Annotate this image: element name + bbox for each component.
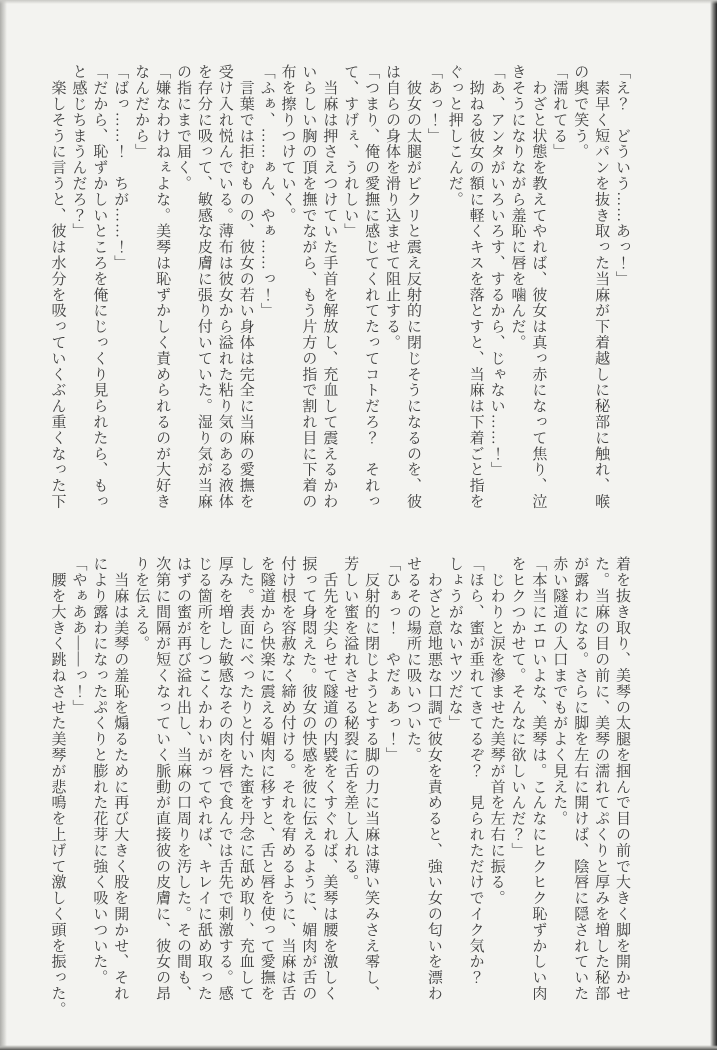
text-line: ぐっと押しこんだ。 <box>446 64 463 208</box>
scan-edge-bottom <box>0 1045 717 1050</box>
text-line: 「え？ どういう……あっ！」 <box>614 64 630 287</box>
text-line: 彼女の太腿がビクリと震え反射的に閉じそうになるのを、彼 <box>404 64 421 510</box>
scan-edge-left <box>0 0 7 1050</box>
text-line: を存分に吸って、敏感な皮膚に張り付いていた。湿り気が当麻 <box>195 64 212 510</box>
text-line: 赤い隧道の入口までもがよく見えた。 <box>551 556 568 827</box>
text-line: が露わになる。さらに脚を左右に開けば、陰唇に隠されていた <box>572 556 589 1002</box>
text-line: 舌先を尖らせて隧道の内襞をくすぐれば、美琴は腰を激しく <box>321 556 338 1002</box>
text-line: 「あっ！」 <box>425 64 442 144</box>
text-line: て、すげぇ、うれしい」 <box>342 64 359 239</box>
text-line: せるその場所に吸いついた。 <box>404 556 421 763</box>
text-line: の奥で笑う。 <box>572 64 589 160</box>
text-line: 厚みを増した敏感なその肉を唇で食んでは舌先で刺激する。感 <box>216 556 233 1002</box>
text-line: を隧道から快楽に震える媚肉に移すと、舌と唇を使って愛撫を <box>258 556 275 1002</box>
text-line: 言葉では拒むものの、彼女の若い身体は完全に当麻の愛撫を <box>237 64 254 510</box>
text-line: 「濡れてる」 <box>551 64 568 160</box>
text-line: きそうになりながら羞恥に唇を噛んだ。 <box>509 64 526 351</box>
text-line: 反射的に閉じようとする脚の力に当麻は薄い笑みさえ零し、 <box>363 556 380 1002</box>
text-line: は自らの身体を滑り込ませて阻止する。 <box>384 64 401 351</box>
text-line: 「だから、恥ずかしいところを俺にじっくり見られたら、もっ <box>91 64 108 510</box>
text-line: なんだから」 <box>133 64 150 160</box>
text-line: わざと状態を教えてやれば、彼女は真っ赤になって焦り、泣 <box>530 64 547 510</box>
text-line: 「ほら、蜜が垂れてきてるぞ？ 見られただけでイク気か？ <box>467 556 484 986</box>
text-line: 当麻は美琴の羞恥を煽るために再び大きく股を開かせ、それ <box>112 556 129 1002</box>
text-line: 当麻は押さえつけていた手首を解放し、充血して震えるかわ <box>321 64 338 510</box>
text-line: 布を擦りつけていく。 <box>279 64 296 223</box>
text-line: 「あ、アンタがいろいろす、するから、じゃない……！」 <box>488 64 505 478</box>
text-line: 「嫌なわけねぇよな。美琴は恥ずかしく責められるのが大好き <box>154 64 171 510</box>
text-line: 「ばっ……！ ちが……！」 <box>112 64 129 271</box>
text-line: 「やぁああ——っ！」 <box>70 556 87 715</box>
text-line: 楽しそうに言うと、彼は水分を吸っていくぶん重くなった下 <box>49 64 66 510</box>
text-line: 着を抜き取り、美琴の太腿を掴んで目の前で大きく脚を開かせ <box>614 556 630 1002</box>
text-line: をヒクつかせて。そんなに欲しいんだ？」 <box>509 556 526 859</box>
text-line: した。表面にべったりと付いた蜜を丹念に舐め取り、充血して <box>237 556 254 1002</box>
text-band-top <box>46 64 632 514</box>
text-line: じわりと涙を滲ませた美琴が首を左右に振る。 <box>488 556 505 906</box>
text-line: 「ふぁ、……ぁん、やぁ……っ！」 <box>258 64 275 319</box>
text-line: わざと意地悪な口調で彼女を責めると、強い女の匂いを漂わ <box>425 556 442 1002</box>
text-line: 腰を大きく跳ねさせた美琴が悲鳴を上げて激しく頭を振った。 <box>49 556 66 1018</box>
text-line: 素早く短パンを抜き取った当麻が下着越しに秘部に触れ、喉 <box>593 64 610 510</box>
text-line: の指にまで届く。 <box>174 64 191 192</box>
text-line: 受け入れ悦んでいる。薄布は彼女から溢れた粘り気のある液体 <box>216 64 233 510</box>
text-line: 付け根を容赦なく締め付ける。それを宥めるように、当麻は舌 <box>279 556 296 1002</box>
text-line: 捩って身悶えた。彼女の快感を彼に伝えるように、媚肉が舌の <box>300 556 317 1002</box>
text-band-bottom <box>46 556 632 1022</box>
text-line: 拗ねる彼女の額に軽くキスを落とすと、当麻は下着ごと指を <box>467 64 484 510</box>
scan-edge-right <box>710 0 717 1050</box>
text-line: 「つまり、俺の愛撫に感じてくれてたってコトだろ？ それっ <box>363 64 380 510</box>
scan-edge-top <box>0 0 717 4</box>
text-line: しょうがないヤツだな」 <box>446 556 463 731</box>
text-line: 次第に間隔が短くなっていく脈動が直接彼の皮膚に、彼女の昂 <box>154 556 171 1002</box>
text-line: た。当麻の目の前に、美琴の濡れてぷくりと厚みを増した秘部 <box>593 556 610 1002</box>
text-line: はずの蜜が再び溢れ出し、当麻の口周りを汚した。その間も、 <box>174 556 191 1002</box>
text-line: 「本当にエロいよな、美琴は。こんなにヒクヒク恥ずかしい肉 <box>530 556 547 1002</box>
text-line: と感じちまうんだろ？」 <box>70 64 87 239</box>
text-line: 芳しい蜜を溢れさせる秘裂に舌を差し入れる。 <box>342 556 359 890</box>
text-line: じる箇所をしつこくかわいがってやれば、キレイに舐め取った <box>195 556 212 1002</box>
text-line: 「ひぁっ！ やだぁあっ！」 <box>384 556 401 763</box>
text-line: いらしい胸の頂を撫でながら、もう片方の指で割れ目に下着の <box>300 64 317 510</box>
text-line: りを伝える。 <box>133 556 150 652</box>
text-line: により露わになったぷくりと膨れた花芽に強く吸いついた。 <box>91 556 108 986</box>
